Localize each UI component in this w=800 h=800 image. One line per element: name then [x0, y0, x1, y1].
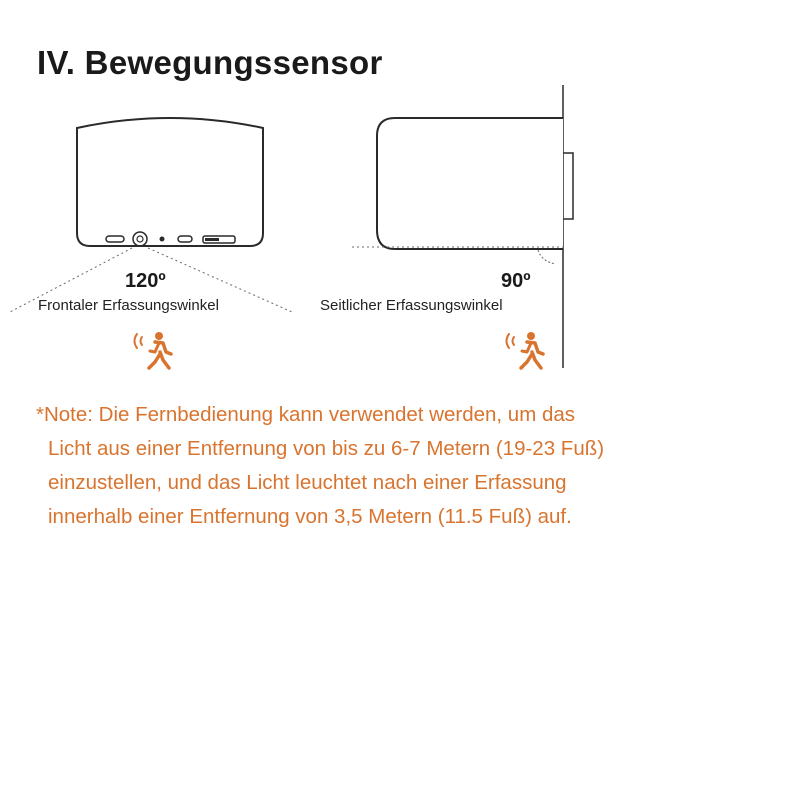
note-line: einzustellen, und das Licht leuchtet nach einer Erfassung [48, 471, 567, 494]
motion-person-icon [507, 332, 544, 368]
note-text [36, 398, 786, 534]
front-angle-label: 120º [125, 270, 166, 292]
page-title: IV. Bewegungssensor [37, 44, 383, 81]
side-angle-arc [538, 250, 556, 264]
note-line: Licht aus einer Entfernung von bis zu 6-7 Metern (19-23 Fuß) [48, 437, 605, 460]
wall-mount [563, 153, 573, 219]
note-line: *Note: Die Fernbedienung kann verwendet werden, um das [36, 403, 576, 426]
motion-person-icon [135, 332, 172, 368]
note-line: innerhalb einer Entfernung von 3,5 Metern (11.5 Fuß) auf. [48, 505, 572, 528]
front-caption: Frontaler Erfassungswinkel [38, 297, 219, 314]
side-caption: Seitlicher Erfassungswinkel [320, 297, 503, 314]
side-angle-label: 90º [501, 270, 531, 292]
side-lamp [352, 85, 573, 368]
